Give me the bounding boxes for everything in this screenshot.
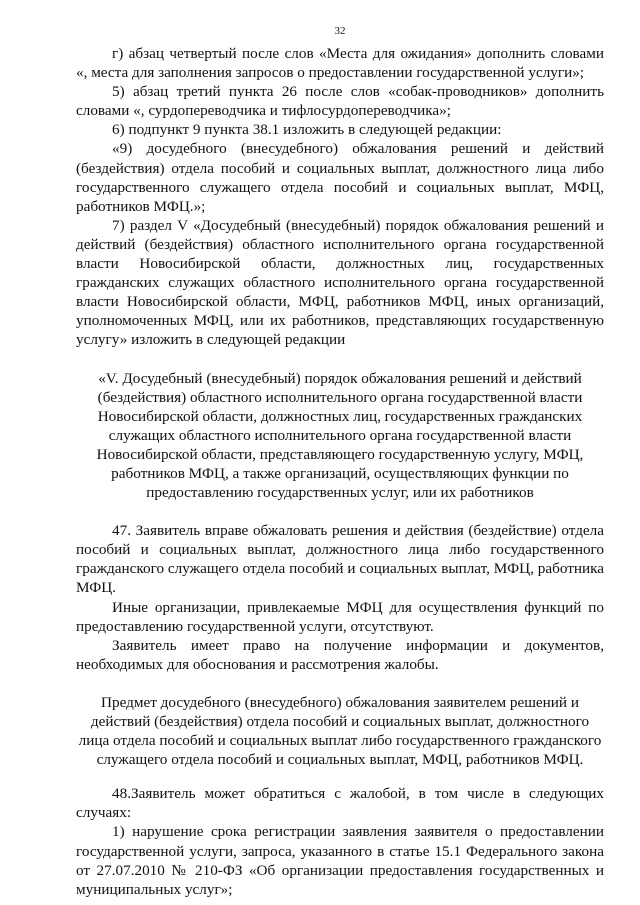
- paragraph-47: 47. Заявитель вправе обжаловать решения и действия (бездействие) отдела пособий и социальных выплат, должностного лица либо государственного гражданского служащего отдела пособий и социальных выплат, МФЦ, работника МФЦ.: [76, 522, 604, 597]
- paragraph-48-item-1: 1) нарушение срока регистрации заявления заявителя о предоставлении государственной услуги, запроса, указанного в статье 15.1 Федерального закона от 27.07.2010 № 210-ФЗ «Об организации предоставления государственных и муниципальных услуг»;: [76, 823, 604, 898]
- paragraph-subpoint-9: «9) досудебного (внесудебного) обжалования решений и действий (бездействия) отдела пособий и социальных выплат, должностного лица либо государственного служащего отдела пособий и социальных выплат, МФЦ, работников МФЦ.»;: [76, 140, 604, 215]
- page-number: 32: [334, 25, 346, 37]
- paragraph-amend-6: 6) подпункт 9 пункта 38.1 изложить в следующей редакции:: [112, 121, 502, 139]
- paragraph-amend-5: 5) абзац третий пункта 26 после слов «собак-проводников» дополнить словами «, сурдопереводчика и тифлосурдопереводчика»;: [76, 83, 604, 120]
- paragraph-right-to-information: Заявитель имеет право на получение информации и документов, необходимых для обоснования и рассмотрения жалобы.: [76, 636, 604, 673]
- document-page: [76, 24, 604, 899]
- paragraph-other-organizations: Иные организации, привлекаемые МФЦ для осуществления функций по предоставлению государственной услуги, отсутствуют.: [76, 598, 604, 635]
- section-heading: «V. Досудебный (внесудебный) порядок обжалования решений и действий (бездействия) областного исполнительного органа государственной власти Новосибирской области, должностных лиц, государственных гражданских служащих областного исполнительного органа государственной власти Новосибирской области, представляющего государственную услугу, МФЦ, работников МФЦ, а также организаций, осуществляющих функции по предоставлению государственных услуг, или их работников: [96, 369, 584, 502]
- paragraph-amend-g: г) абзац четвертый после слов «Места для ожидания» дополнить словами «, места для заполнения запросов о предоставлении государственной услуги»;: [76, 45, 604, 82]
- paragraph-48: 48.Заявитель может обратиться с жалобой, в том числе в следующих случаях:: [76, 785, 604, 822]
- paragraph-amend-7: 7) раздел V «Досудебный (внесудебный) порядок обжалования решений и действий (бездействия) областного исполнительного органа государственной власти Новосибирской области, должностных лиц, государственных гражданских служащих областного исполнительного органа государственной власти Новосибирской области, МФЦ, работников МФЦ, иных организаций, уполномоченных МФЦ, или их работников, представляющих государственную услугу» изложить в следующей редакции: [76, 216, 604, 349]
- subsection-heading: Предмет досудебного (внесудебного) обжалования заявителем решений и действий (бездействия) отдела пособий и социальных выплат, должностного лица отдела пособий и социальных выплат либо государственного гражданского служащего отдела пособий и социальных выплат, МФЦ, работников МФЦ.: [78, 693, 602, 769]
